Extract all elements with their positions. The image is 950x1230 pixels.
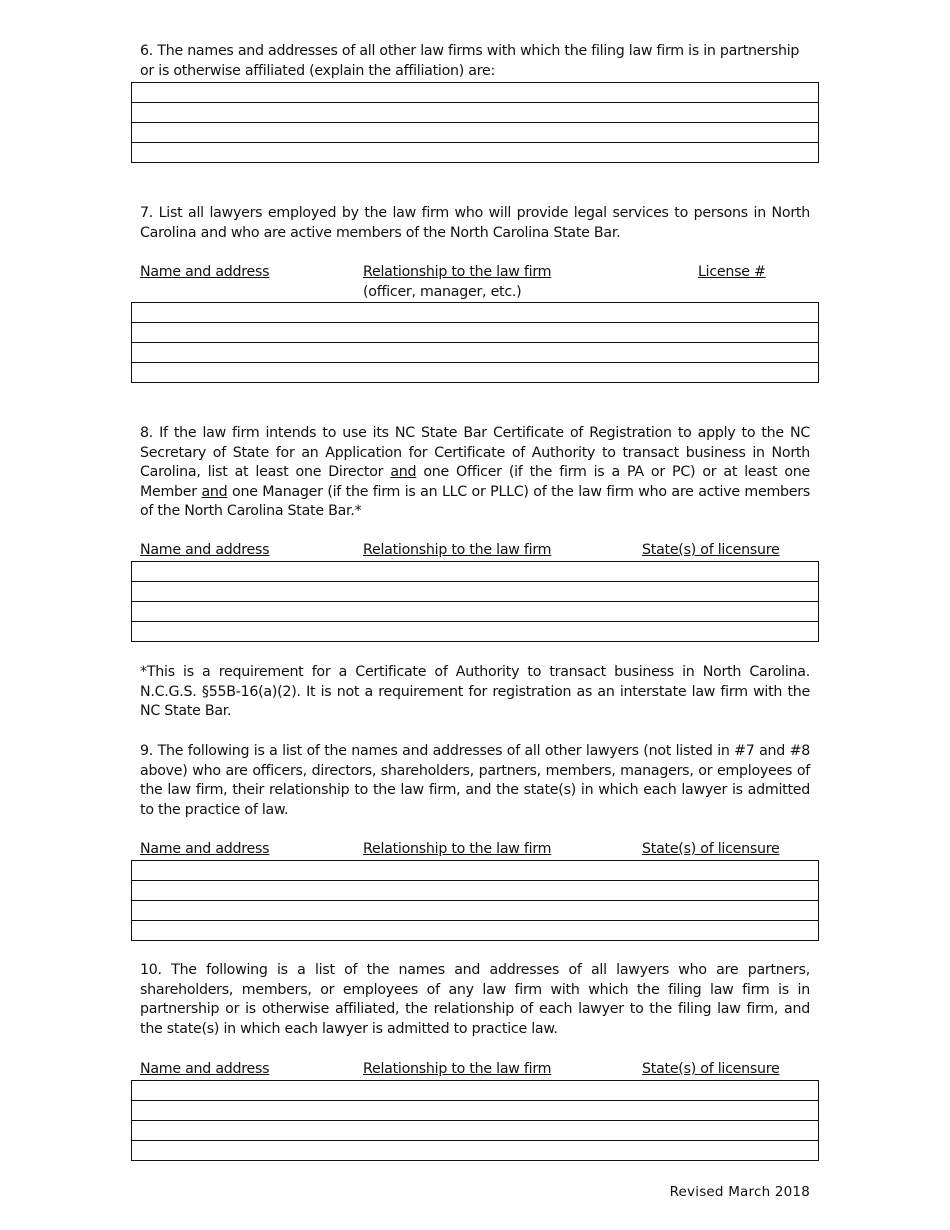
q9-col-state: State(s) of licensure [642,841,780,857]
q8-col-name: Name and address [140,542,270,558]
q7-table [131,302,819,383]
q10-col-state: State(s) of licensure [642,1061,780,1077]
table-row[interactable] [132,83,818,102]
q10-text: 10. The following is a list of the names and addresses of all lawyers who are partners, shareholders, members, or employees of any law firm with which the filing law firm is in partnership or is otherwise affiliated, the relationship of each lawyer to the filing law firm, and the state(s) in which each lawyer is admitted to practice law. [140,962,810,1037]
q8-text [140,424,810,522]
table-row[interactable] [132,102,818,122]
q7-col-relationship: Relationship to the law firm [363,264,552,280]
q7-col-name: Name and address [140,264,270,280]
certificate-note: *This is a requirement for a Certificate of Authority to transact business in North Carolina. N.C.G.S. §55B-16(a)(2). It is not a requirement for registration as an interstate law firm with the NC State Bar. [140,664,810,720]
table-row[interactable] [132,1100,818,1120]
q7-col-relationship-sub: (officer, manager, etc.) [363,284,522,300]
q8-text-part1: 8. If the law firm intends to use its NC State Bar Certificate of Registration to apply to the NC Secretary of State for an Application for Certificate of Authority to transact business in North Carolina, list at least one Director [140,425,810,481]
table-row[interactable] [132,861,818,880]
table-row[interactable] [132,342,818,362]
q9-text: 9. The following is a list of the names and addresses of all other lawyers (not listed in #7 and #8 above) who are officers, directors, shareholders, partners, members, managers, or employees of the law firm, their relationship to the law firm, and the state(s) in which each lawyer is admitted to the practice of law. [140,743,810,818]
q8-col-state: State(s) of licensure [642,542,780,558]
q7-col-license: License # [698,264,766,280]
q10-col-relationship: Relationship to the law firm [363,1061,552,1077]
table-row[interactable] [132,322,818,342]
q9-table [131,860,819,941]
table-row[interactable] [132,1120,818,1140]
q8-text-part3: one Manager (if the firm is an LLC or PLLC) of the law firm who are active members of the North Carolina State Bar.* [140,483,810,520]
q7-text: 7. List all lawyers employed by the law firm who will provide legal services to persons in North Carolina and who are active members of the North Carolina State Bar. [140,205,810,241]
table-row[interactable] [132,581,818,601]
table-row[interactable] [132,601,818,621]
q8-col-relationship: Relationship to the law firm [363,542,552,558]
table-row[interactable] [132,362,818,382]
table-row[interactable] [132,621,818,641]
table-row[interactable] [132,122,818,142]
q8-text-part2: one Officer (if the firm is a PA or PC) or at least one Member [140,464,810,500]
q9-col-name: Name and address [140,841,270,857]
table-row[interactable] [132,880,818,900]
q10-table [131,1080,819,1161]
table-row[interactable] [132,920,818,940]
q10-col-name: Name and address [140,1061,270,1077]
table-row[interactable] [132,900,818,920]
q8-and-2: and [201,483,228,500]
table-row[interactable] [132,1081,818,1100]
q6-text: 6. The names and addresses of all other law firms with which the filing law firm is in partnership or is otherwise affiliated (explain the affiliation) are: [140,43,800,79]
table-row[interactable] [132,142,818,162]
table-row[interactable] [132,303,818,322]
q6-table [131,82,819,163]
table-row[interactable] [132,562,818,581]
table-row[interactable] [132,1140,818,1160]
q8-table [131,561,819,642]
revision-date: Revised March 2018 [669,1184,810,1200]
q8-and-1: and [390,464,417,481]
q9-col-relationship: Relationship to the law firm [363,841,552,857]
